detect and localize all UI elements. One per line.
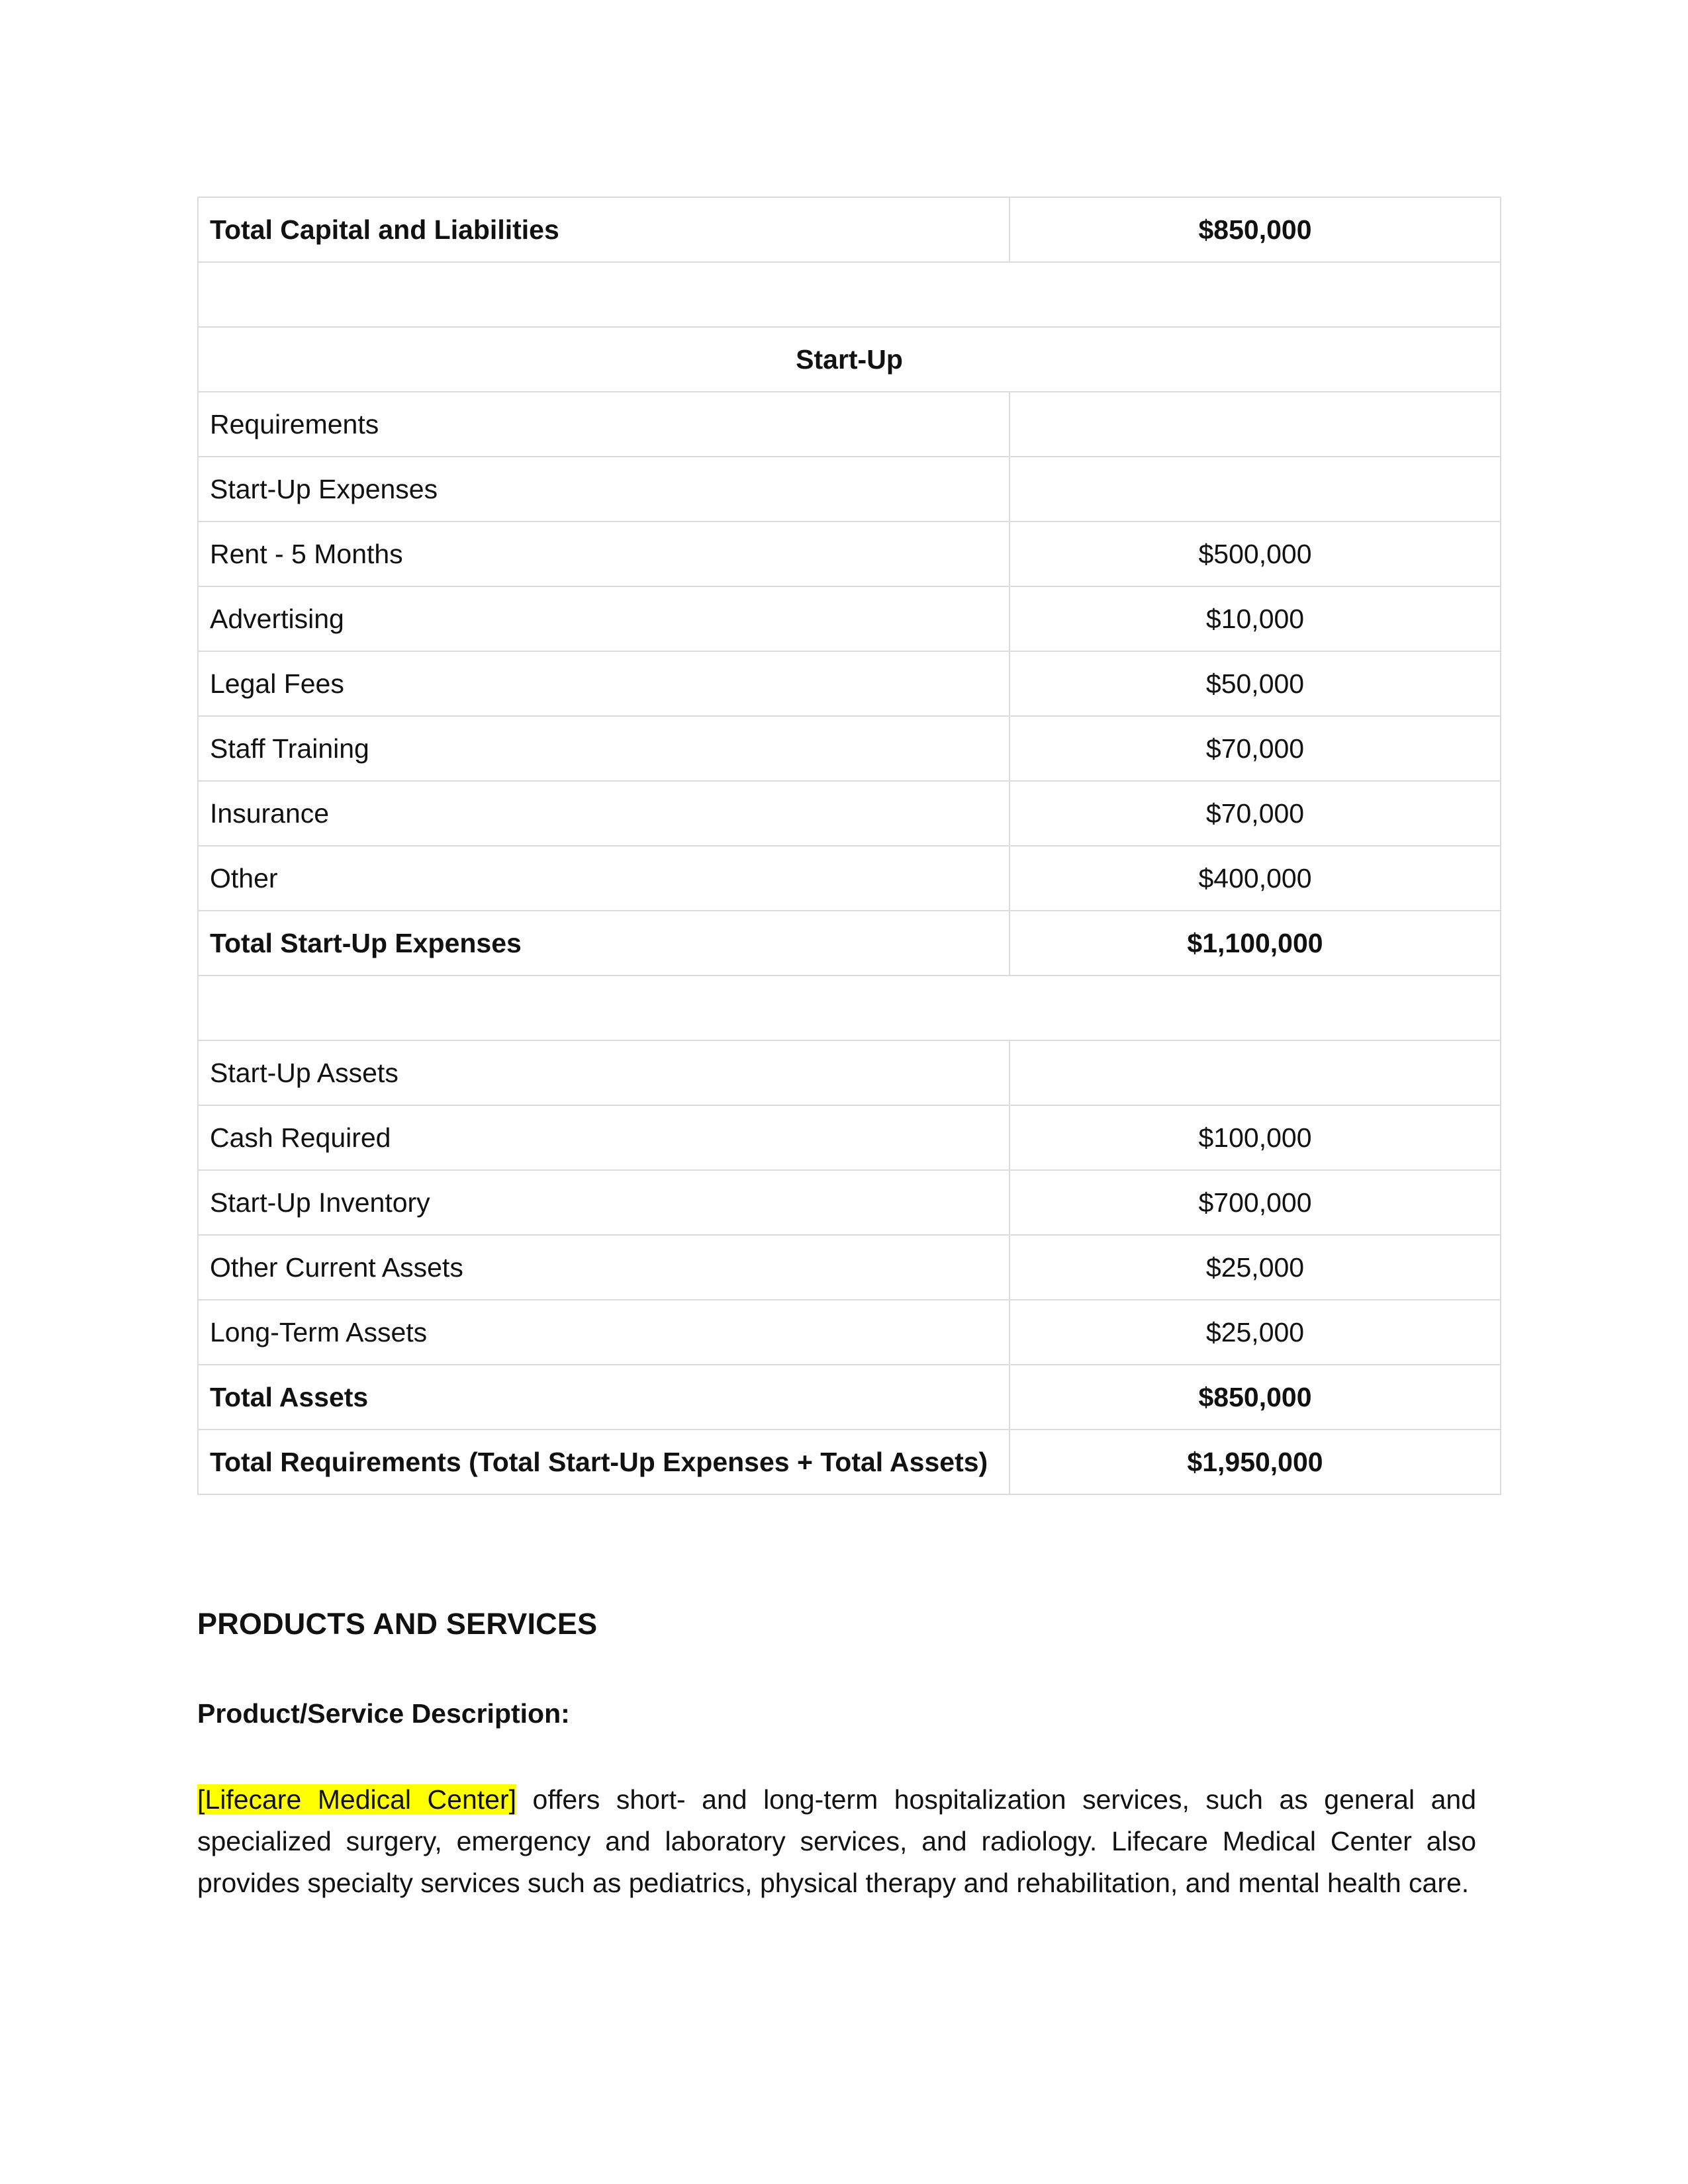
row-value: $850,000 [1009, 1365, 1501, 1430]
table-row [198, 1105, 1501, 1170]
table-row [198, 846, 1501, 911]
row-value: $25,000 [1009, 1235, 1501, 1300]
row-value [1009, 457, 1501, 522]
table-row-total [198, 1365, 1501, 1430]
row-label: Total Assets [198, 1365, 1009, 1430]
row-value: $10,000 [1009, 586, 1501, 651]
table-row [198, 457, 1501, 522]
blank-cell [198, 976, 1501, 1040]
row-label: Advertising [198, 586, 1009, 651]
table-row [198, 651, 1501, 716]
row-value [1009, 392, 1501, 457]
highlighted-company-name: [Lifecare Medical Center] [197, 1784, 517, 1815]
row-value: $400,000 [1009, 846, 1501, 911]
row-label: Other [198, 846, 1009, 911]
row-value: $1,100,000 [1009, 911, 1501, 976]
row-label: Start-Up Expenses [198, 457, 1009, 522]
row-label: Cash Required [198, 1105, 1009, 1170]
description-text: offers short- and long-term hospitalization services, such as general and specialized surgery, emergency and laboratory services, and radiology. Lifecare Medical Center also provides specialty services such as pediatrics, physical therapy and rehabilitation, and mental health care. [197, 1784, 1476, 1898]
table-row [198, 781, 1501, 846]
row-label: Legal Fees [198, 651, 1009, 716]
row-value: $25,000 [1009, 1300, 1501, 1365]
row-value: $700,000 [1009, 1170, 1501, 1235]
row-value: $70,000 [1009, 781, 1501, 846]
blank-cell [198, 262, 1501, 327]
table-row-blank [198, 262, 1501, 327]
startup-financials-table [197, 197, 1501, 1495]
table-row-heading [198, 327, 1501, 392]
row-label: Total Capital and Liabilities [198, 197, 1009, 262]
table-row [198, 1300, 1501, 1365]
table-row [198, 1170, 1501, 1235]
row-label: Start-Up Inventory [198, 1170, 1009, 1235]
row-value [1009, 1040, 1501, 1105]
table-row [198, 197, 1501, 262]
table-row [198, 522, 1501, 586]
table-row [198, 586, 1501, 651]
table-row-total [198, 911, 1501, 976]
sub-heading: Product/Service Description: [197, 1698, 570, 1729]
row-value: $50,000 [1009, 651, 1501, 716]
row-label: Other Current Assets [198, 1235, 1009, 1300]
table-row-blank [198, 976, 1501, 1040]
row-value: $500,000 [1009, 522, 1501, 586]
startup-heading: Start-Up [198, 327, 1501, 392]
table-body [198, 197, 1501, 1494]
row-value: $100,000 [1009, 1105, 1501, 1170]
section-heading: PRODUCTS AND SERVICES [197, 1607, 598, 1641]
table-row [198, 1235, 1501, 1300]
row-label: Staff Training [198, 716, 1009, 781]
row-label: Start-Up Assets [198, 1040, 1009, 1105]
row-value: $1,950,000 [1009, 1430, 1501, 1494]
row-value: $70,000 [1009, 716, 1501, 781]
row-label: Total Start-Up Expenses [198, 911, 1009, 976]
row-label: Rent - 5 Months [198, 522, 1009, 586]
row-label: Insurance [198, 781, 1009, 846]
table-row-total [198, 1430, 1501, 1494]
table-row [198, 392, 1501, 457]
row-label: Requirements [198, 392, 1009, 457]
description-paragraph [197, 1779, 1476, 1904]
row-value: $850,000 [1009, 197, 1501, 262]
row-label: Total Requirements (Total Start-Up Expenses + Total Assets) [198, 1430, 1009, 1494]
table-row [198, 716, 1501, 781]
row-label: Long-Term Assets [198, 1300, 1009, 1365]
table-row [198, 1040, 1501, 1105]
